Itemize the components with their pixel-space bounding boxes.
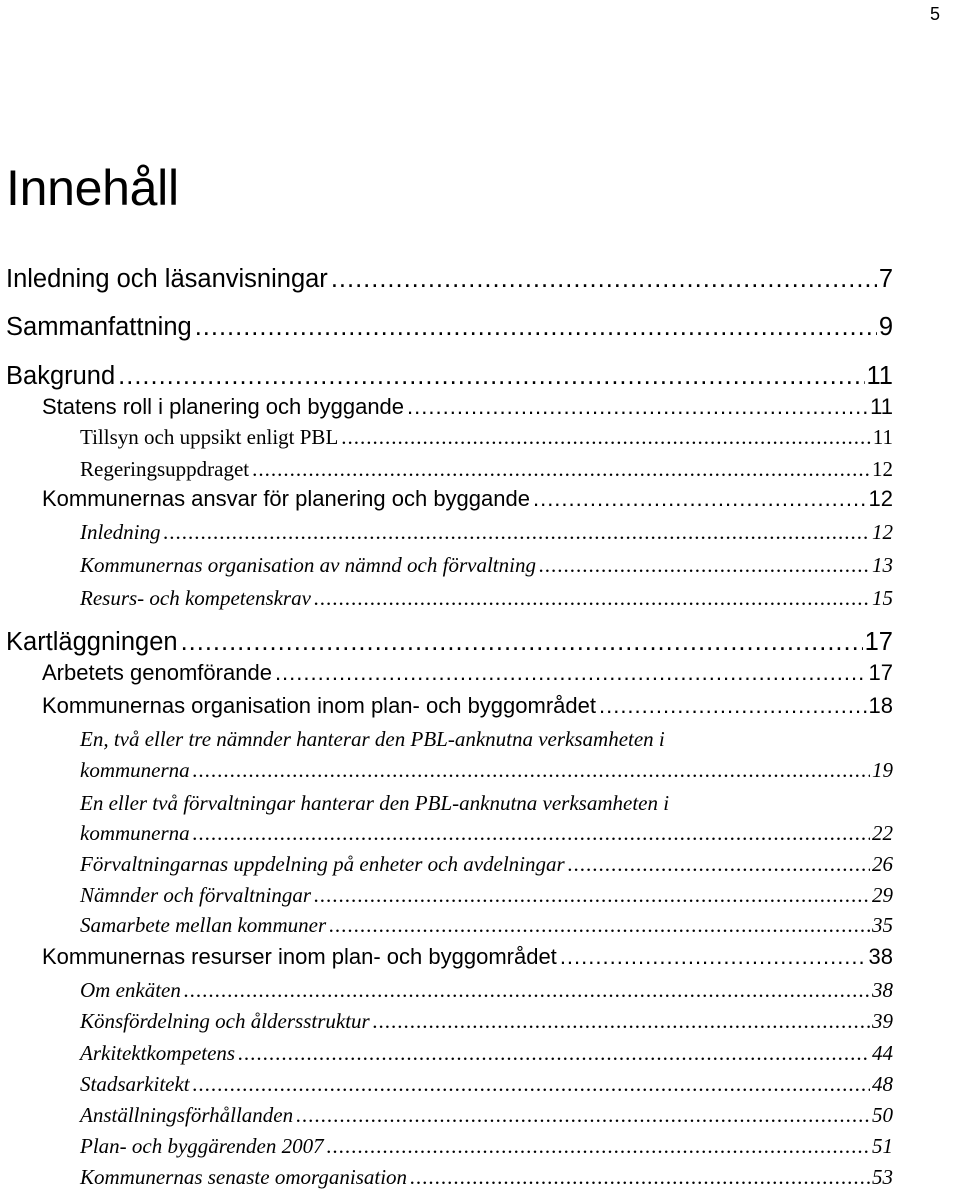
dot-leader	[539, 551, 870, 579]
toc-entry-page: 18	[868, 693, 893, 718]
dot-leader	[195, 311, 877, 343]
toc-entry-page: 50	[872, 1103, 893, 1127]
toc-entry-konsfordelning[interactable]	[80, 1007, 893, 1035]
toc-entry-tillsyn-och-uppsikt[interactable]	[80, 423, 893, 451]
dot-leader	[314, 881, 870, 909]
toc-entry-label: Kommunernas senaste omorganisation	[80, 1165, 408, 1189]
toc-entry-statens-roll[interactable]	[42, 393, 893, 421]
toc-entry-page: 53	[872, 1165, 893, 1189]
toc-entry-page: 11	[872, 425, 893, 449]
dot-leader	[407, 393, 868, 421]
toc-entry-page: 29	[872, 883, 893, 907]
toc-entry-label: Arkitektkompetens	[80, 1041, 236, 1065]
dot-leader	[568, 850, 870, 878]
toc-entry-page: 13	[872, 553, 893, 577]
toc-entry-inledning-och-lasanvisningar[interactable]	[6, 263, 893, 295]
toc-entry-page: 38	[868, 944, 893, 969]
toc-entry-page: 11	[866, 362, 893, 390]
toc-entry-page: 12	[872, 457, 893, 481]
toc-entry-samarbete-mellan-kommuner[interactable]	[80, 911, 893, 939]
toc-entry-label: Anställningsförhållanden	[80, 1103, 294, 1127]
toc-entry-namnder-label-line1: En, två eller tre nämnder hanterar den PBL-anknutna verksamheten i	[80, 727, 665, 751]
toc-entry-label: Förvaltningarnas uppdelning på enheter och avdelningar	[80, 852, 565, 876]
toc-entry-label: kommunerna	[80, 758, 190, 782]
dot-leader	[341, 423, 871, 451]
toc-entry-label: Könsfördelning och åldersstruktur	[80, 1009, 370, 1033]
toc-entry-label: Kommunernas ansvar för planering och byggande	[42, 486, 530, 511]
toc-entry-kommunernas-resurser[interactable]	[42, 943, 893, 971]
toc-entry-label: Inledning	[80, 520, 161, 544]
dot-leader	[327, 1132, 870, 1160]
dot-leader	[193, 1070, 870, 1098]
dot-leader	[193, 756, 870, 784]
toc-entry-page: 17	[868, 660, 893, 685]
toc-entry-label: Nämnder och förvaltningar	[80, 883, 311, 907]
dot-leader	[163, 518, 870, 546]
toc-entry-page: 26	[872, 852, 893, 876]
toc-entry-page: 11	[870, 394, 893, 419]
toc-entry-page: 12	[868, 486, 893, 511]
toc-entry-kommunernas-ansvar[interactable]	[42, 485, 893, 513]
toc-entry-om-enkaten[interactable]	[80, 976, 893, 1004]
toc-entry-label: Bakgrund	[6, 362, 116, 390]
dot-leader	[296, 1101, 870, 1129]
toc-entry-label: Kartläggningen	[6, 628, 178, 656]
toc-entry-kommunernas-organisation-plan[interactable]	[42, 692, 893, 720]
toc-entry-label: Plan- och byggärenden 2007	[80, 1134, 324, 1158]
toc-entry-label: Kommunernas organisation av nämnd och förvaltning	[80, 553, 536, 577]
toc-entry-sammanfattning[interactable]	[6, 311, 893, 343]
toc-entry-page: 19	[872, 758, 893, 782]
dot-leader	[275, 659, 867, 687]
dot-leader	[184, 976, 870, 1004]
dot-leader	[181, 626, 863, 658]
toc-entry-label: Arbetets genomförande	[42, 660, 272, 685]
toc-entry-label: Samarbete mellan kommuner	[80, 913, 327, 937]
toc-entry-page: 7	[878, 265, 893, 293]
toc-entry-stadsarkitekt[interactable]	[80, 1070, 893, 1098]
toc-entry-kommunernas-organisation-namnd[interactable]	[80, 551, 893, 579]
toc-entry-page: 9	[878, 313, 893, 341]
dot-leader	[560, 943, 867, 971]
toc-entry-inledning[interactable]	[80, 518, 893, 546]
page-number: 5	[929, 4, 940, 24]
toc-entry-namnder-och-forvaltningar[interactable]	[80, 881, 893, 909]
dot-leader	[533, 485, 867, 513]
toc-entry-kartlaggningen[interactable]	[6, 626, 893, 658]
toc-entry-anstallningsforhallanden[interactable]	[80, 1101, 893, 1129]
dot-leader	[252, 455, 870, 483]
toc-entry-page: 51	[872, 1134, 893, 1158]
toc-entry-forvaltningarnas-uppdelning[interactable]	[80, 850, 893, 878]
dot-leader	[331, 263, 877, 295]
toc-entry-page: 17	[864, 628, 893, 656]
toc-entry-label: Tillsyn och uppsikt enligt PBL	[80, 425, 339, 449]
dot-leader	[410, 1163, 870, 1191]
toc-entry-label: Regeringsuppdraget	[80, 457, 250, 481]
toc-entry-forvaltningar-hanterar[interactable]	[80, 819, 893, 847]
toc-entry-arkitektkompetens[interactable]	[80, 1039, 893, 1067]
toc-entry-page: 48	[872, 1072, 893, 1096]
toc-entry-label: Statens roll i planering och byggande	[42, 394, 405, 419]
toc-entry-senaste-omorganisation[interactable]	[80, 1163, 893, 1191]
dot-leader	[599, 692, 867, 720]
toc-entry-label: Resurs- och kompetenskrav	[80, 586, 311, 610]
toc-entry-resurs-och-kompetenskrav[interactable]	[80, 584, 893, 612]
toc-entry-page: 39	[872, 1009, 893, 1033]
toc-entry-arbetets-genomforande[interactable]	[42, 659, 893, 687]
toc-entry-page: 15	[872, 586, 893, 610]
dot-leader	[118, 360, 864, 392]
dot-leader	[314, 584, 870, 612]
toc-entry-label: kommunerna	[80, 821, 190, 845]
dot-leader	[193, 819, 870, 847]
toc-entry-label: Sammanfattning	[6, 313, 192, 341]
toc-entry-label: Kommunernas organisation inom plan- och byggområdet	[42, 693, 596, 718]
toc-entry-bakgrund[interactable]	[6, 360, 893, 392]
toc-entry-page: 12	[872, 520, 893, 544]
toc-entry-label: Om enkäten	[80, 978, 181, 1002]
toc-entry-page: 38	[872, 978, 893, 1002]
toc-entry-page: 22	[872, 821, 893, 845]
toc-entry-label: Inledning och läsanvisningar	[6, 265, 328, 293]
dot-leader	[373, 1007, 870, 1035]
toc-entry-forvaltningar-label-line1: En eller två förvaltningar hanterar den PBL-anknutna verksamheten i	[80, 791, 670, 815]
toc-entry-page: 44	[872, 1041, 893, 1065]
toc-entry-label: Stadsarkitekt	[80, 1072, 190, 1096]
dot-leader	[238, 1039, 870, 1067]
toc-entry-namnder-hanterar[interactable]	[80, 756, 893, 784]
toc-entry-page: 35	[872, 913, 893, 937]
toc-entry-regeringsuppdraget[interactable]	[80, 455, 893, 483]
toc-entry-label: Kommunernas resurser inom plan- och byggområdet	[42, 944, 557, 969]
page-title: Innehåll	[6, 160, 179, 216]
toc-entry-plan-och-byggarenden[interactable]	[80, 1132, 893, 1160]
dot-leader	[329, 911, 870, 939]
